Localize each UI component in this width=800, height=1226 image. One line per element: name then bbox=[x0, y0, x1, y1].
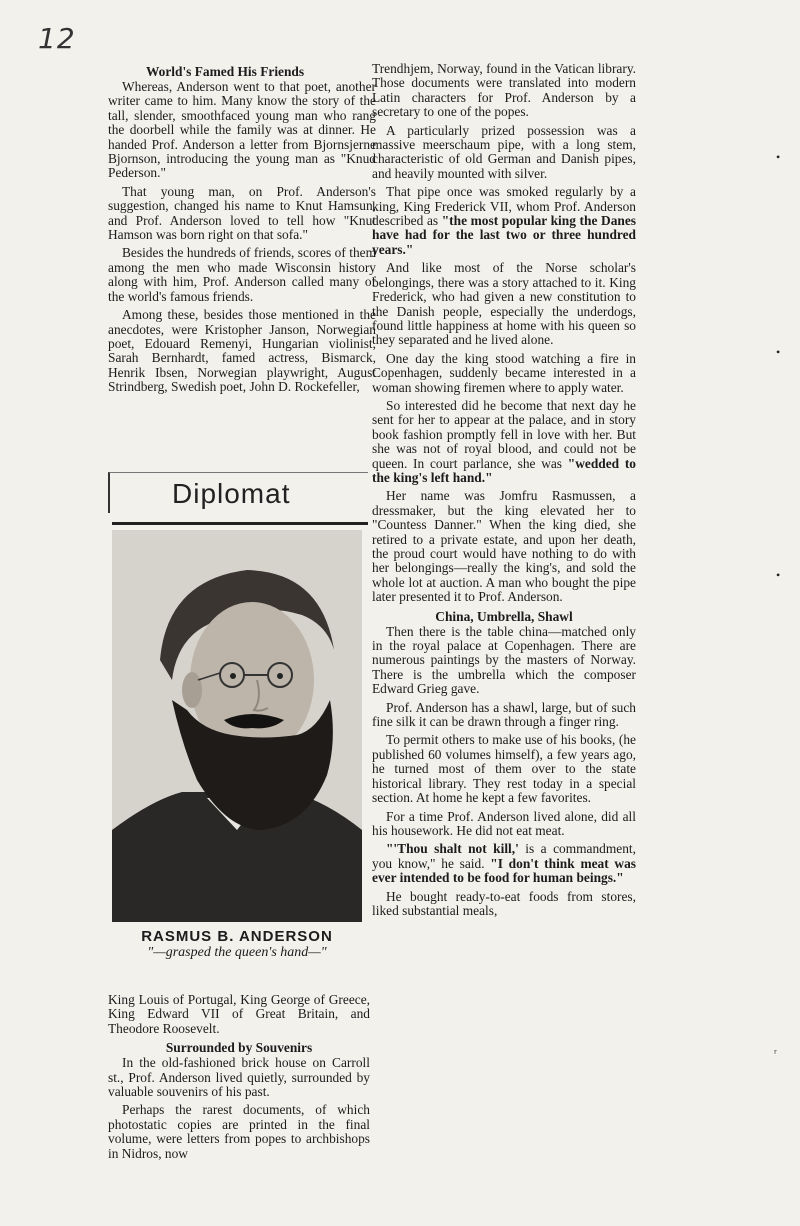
left-column bbox=[108, 62, 376, 399]
headline: Diplomat bbox=[172, 478, 291, 509]
left-paragraph-3: Besides the hundreds of friends, scores of them among the men who made Wisconsin history along with him, Prof. Anderson called many of the world's famous friends. bbox=[108, 245, 376, 304]
portrait-photo bbox=[112, 530, 362, 922]
right-paragraph-6-bold: "wedded to the king's left hand." bbox=[372, 455, 636, 485]
right-paragraph-12 bbox=[372, 842, 636, 885]
right-paragraph-12-bold-a: "'Thou shalt not kill,' bbox=[386, 841, 519, 857]
right-paragraph-8: Then there is the table china—matched only in the royal palace at Copenhagen. There are numerous paintings by the masters of Norway. There is the umbrella which the composer Edward Grieg gave. bbox=[372, 623, 636, 697]
right-paragraph-7: Her name was Jomfru Rasmussen, a dressmaker, but the king elevated her to "Countess Danner." When the king died, she retired to a private estate, and upon her death, the proud court would have nothing to do with her belongings—really the king's, and sold the whole lot at auction. A man who bought the pipe later presented it to Prof. Anderson. bbox=[372, 488, 636, 605]
margin-speck: • bbox=[776, 150, 781, 164]
right-paragraph-13: He bought ready-to-eat foods from stores, liked substantial meals, bbox=[372, 888, 636, 918]
left-paragraph-1: Whereas, Anderson went to that poet, another writer came to him. Many know the story of the tall, slender, smoothfaced young man who rang the doorbell while the family was at dinner. He handed Prof. Anderson a letter from Bjornsjerne Bjornson, introducing the young man as "Knud Pederson." bbox=[108, 79, 376, 181]
margin-speck: • bbox=[776, 345, 781, 359]
right-paragraph-11: For a time Prof. Anderson lived alone, did all his housework. He did not eat meat. bbox=[372, 808, 636, 838]
left-paragraph-2: That young man, on Prof. Anderson's suggestion, changed his name to Knut Hamsun, and Prof. Anderson loved to tell how "Knut Hamson was born right on that sofa." bbox=[108, 183, 376, 243]
right-paragraph-12-bold-b: "I don't think meat was ever intended to be food for human beings." bbox=[372, 855, 637, 886]
right-paragraph-9: Prof. Anderson has a shawl, large, but of such fine silk it can be drawn through a finger ring. bbox=[372, 699, 636, 730]
right-paragraph-6-lead: So interested did he become that next day he sent for her to appear at the palace, and in story book fashion promptly fell in love with her. But she was not of royal blood, and could not be queen. In court parlance, she was bbox=[372, 397, 636, 471]
right-paragraph-1: Trendhjem, Norway, found in the Vatican library. Those documents were translated into modern Latin characters for Prof. Anderson by a secretary to one of the popes. bbox=[372, 61, 636, 120]
margin-speck: • bbox=[776, 568, 781, 582]
bottom-left-column bbox=[108, 993, 370, 1165]
bottom-left-subhead: Surrounded by Souvenirs bbox=[165, 1040, 313, 1056]
headline-rule bbox=[112, 522, 368, 525]
portrait-illustration bbox=[112, 530, 362, 922]
left-subhead: World's Famed His Friends bbox=[146, 64, 305, 79]
right-paragraph-3-lead: That pipe once was smoked regularly by a king, King Frederick VII, whom Prof. Anderson described as bbox=[372, 184, 636, 229]
right-column bbox=[372, 62, 636, 922]
photo-caption-quote: "—grasped the queen's hand—" bbox=[147, 945, 327, 960]
right-paragraph-3 bbox=[372, 185, 636, 257]
right-paragraph-5: One day the king stood watching a fire in Copenhagen, suddenly became interested in a woman showing firemen where to apply water. bbox=[372, 350, 636, 395]
bottom-left-paragraph-1: In the old-fashioned brick house on Carroll st., Prof. Anderson lived quietly, surrounded by valuable souvenirs of his past. bbox=[108, 1055, 370, 1100]
photo-caption-name: RASMUS B. ANDERSON bbox=[141, 928, 333, 945]
right-paragraph-6 bbox=[372, 399, 636, 485]
right-paragraph-12-mid: is a commandment, you know," he said. bbox=[372, 841, 636, 871]
bottom-left-paragraph-2: Perhaps the rarest documents, of which photostatic copies are printed in the final volume, were letters from popes to archbishops in Nidros, now bbox=[108, 1102, 370, 1161]
right-paragraph-3-bold: "the most popular king the Danes have had for the last two or three hundred years." bbox=[372, 213, 636, 257]
left-paragraph-4: Among these, besides those mentioned in the anecdotes, were Kristopher Janson, Norwegian poet, Edouard Remenyi, Hungarian violinist, Sarah Bernhardt, famed actress, Bismarck, Henrik Ibsen, Norwegian playwright, August Strindberg, Swedish poet, John D. Rockefeller, bbox=[108, 307, 376, 395]
right-paragraph-10: To permit others to make use of his books, (he published 60 volumes himself), a few years ago, he turned most of them over to the state historical library. They rest today in a special section. At home he kept a few favorites. bbox=[372, 732, 636, 806]
bottom-left-lead: King Louis of Portugal, King George of Greece, King Edward VII of Great Britain, and Theodore Roosevelt. bbox=[108, 992, 370, 1036]
right-paragraph-4: And like most of the Norse scholar's belongings, there was a story attached to it. King Frederick, who had given a new constitution to the Danish people, especially the underdogs, found little happiness at home with his queen so they separated and he lived alone. bbox=[372, 260, 636, 348]
right-paragraph-2: A particularly prized possession was a massive meerschaum pipe, with a long stem, characteristic of old German and Danish pipes, and heavily mounted with silver. bbox=[372, 122, 636, 181]
margin-speck: ʳ bbox=[774, 1046, 777, 1060]
page-number: 12 bbox=[38, 22, 76, 55]
right-subhead: China, Umbrella, Shawl bbox=[435, 608, 573, 624]
